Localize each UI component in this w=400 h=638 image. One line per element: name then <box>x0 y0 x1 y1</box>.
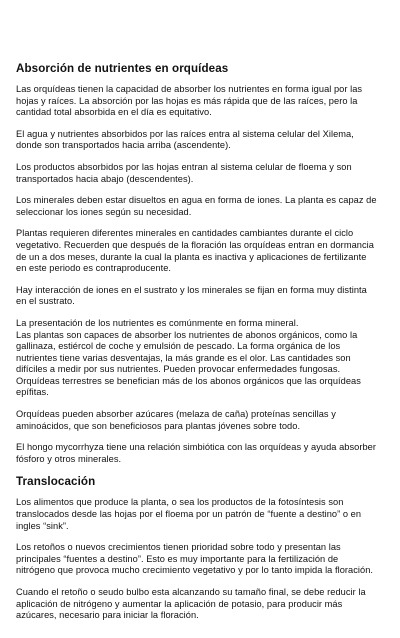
text-line: aplicación de nitrógeno y aumentar la aplicación de potasio, para producir más <box>16 598 343 609</box>
paragraph <box>16 409 388 432</box>
text-line: epífitas. <box>16 387 49 398</box>
paragraph <box>16 442 388 465</box>
text-line: nitrógeno que provoca mucho crecimiento vegetativo y por lo tanto impida la floración. <box>16 565 374 576</box>
text-line: ingles “sink”. <box>16 520 69 531</box>
paragraph <box>16 162 388 185</box>
text-line: Las plantas son capaces de absorber los nutrientes de abonos orgánicos, como la <box>16 329 358 340</box>
text-line: seleccionar los iones según su necesidad. <box>16 206 192 217</box>
text-line: Los productos absorbidos por las hojas entran al sistema celular de floema y son <box>16 161 352 172</box>
paragraph <box>16 497 388 532</box>
text-line: Los minerales deben estar disueltos en agua en forma de iones. La planta es capaz de <box>16 195 377 206</box>
text-line: hojas y raíces. La absorción por las hojas es más rápida que de las raíces, pero la <box>16 95 358 106</box>
section-title-translocacion: Translocación <box>16 475 96 489</box>
paragraph <box>16 285 388 308</box>
text-line: de un a dos meses, durante la cual la planta es inactiva y aplicaciones de fertilizante <box>16 251 367 262</box>
text-line: principales “fuentes a destino”. Esto es muy importante para la fertilización de <box>16 553 339 564</box>
paragraph <box>16 129 388 152</box>
text-line: donde son transportados hacia arriba (ascendente). <box>16 140 231 151</box>
text-line: Cuando el retoño o seudo bulbo esta alcanzando su tamaño final, se debe reducir la <box>16 587 366 597</box>
paragraph <box>16 228 388 274</box>
text-line: transportados hacia abajo (descendentes). <box>16 173 194 184</box>
text-line: nutrientes tiene varias desventajas, la más grande es el olor. Las cantidades son <box>16 352 351 363</box>
text-line: La presentación de los nutrientes es comúnmente en forma mineral. <box>16 317 299 328</box>
text-line: vegetativo. Recuerden que después de la floración las orquídeas entran en dormancia <box>16 239 374 250</box>
paragraph <box>16 318 388 330</box>
document-page <box>16 62 388 632</box>
text-line: Los alimentos que produce la planta, o sea los productos de la fotosíntesis son <box>16 497 344 508</box>
paragraph <box>16 542 388 577</box>
paragraph <box>16 84 388 119</box>
text-line: Orquídeas pueden absorber azúcares (melaza de caña) proteínas sencillas y <box>16 409 336 420</box>
paragraph <box>16 195 388 218</box>
paragraph <box>16 330 388 400</box>
text-line: Las orquídeas tienen la capacidad de absorber los nutrientes en forma igual por las <box>16 84 363 94</box>
section-title-absorcion: Absorción de nutrientes en orquídeas <box>16 62 229 75</box>
text-line: El hongo mycorrhyza tiene una relación simbiótica con las orquídeas y ayuda absorber <box>16 442 377 453</box>
text-line: en este periodo es contraproducente. <box>16 263 172 274</box>
text-line: aminoácidos, que son beneficiosos para plantas jóvenes sobre todo. <box>16 420 301 431</box>
text-line: cantidad total absorbida en el día es equitativo. <box>16 107 212 118</box>
text-line: Plantas requieren diferentes minerales en cantidades cambiantes durante el ciclo <box>16 228 354 239</box>
text-line: Orquídeas terrestres se benefician más de los abonos orgánicos que las orquídeas <box>16 375 361 386</box>
text-line: translocados desde las hojas por el floema por un patrón de “fuente a destino” o en <box>16 509 362 520</box>
text-line: Los retoños o nuevos crecimientos tienen prioridad sobre todo y presentan las <box>16 542 341 553</box>
paragraph <box>16 587 388 622</box>
text-line: en el sustrato. <box>16 296 75 307</box>
text-line: azúcares, necesario para iniciar la floración. <box>16 610 199 621</box>
text-line: fósforo y otros minerales. <box>16 453 122 464</box>
text-line: gallinaza, estiércol de coche y emulsión de pescado. La forma orgánica de los <box>16 341 341 352</box>
text-line: El agua y nutrientes absorbidos por las raíces entra al sistema celular del Xilema, <box>16 128 354 139</box>
text-line: Hay interacción de iones en el sustrato y los minerales se fijan en forma muy distinta <box>16 284 367 295</box>
text-line: difíciles a medir por sus nutrientes. Pueden provocar enfermedades fungosas. <box>16 364 341 375</box>
